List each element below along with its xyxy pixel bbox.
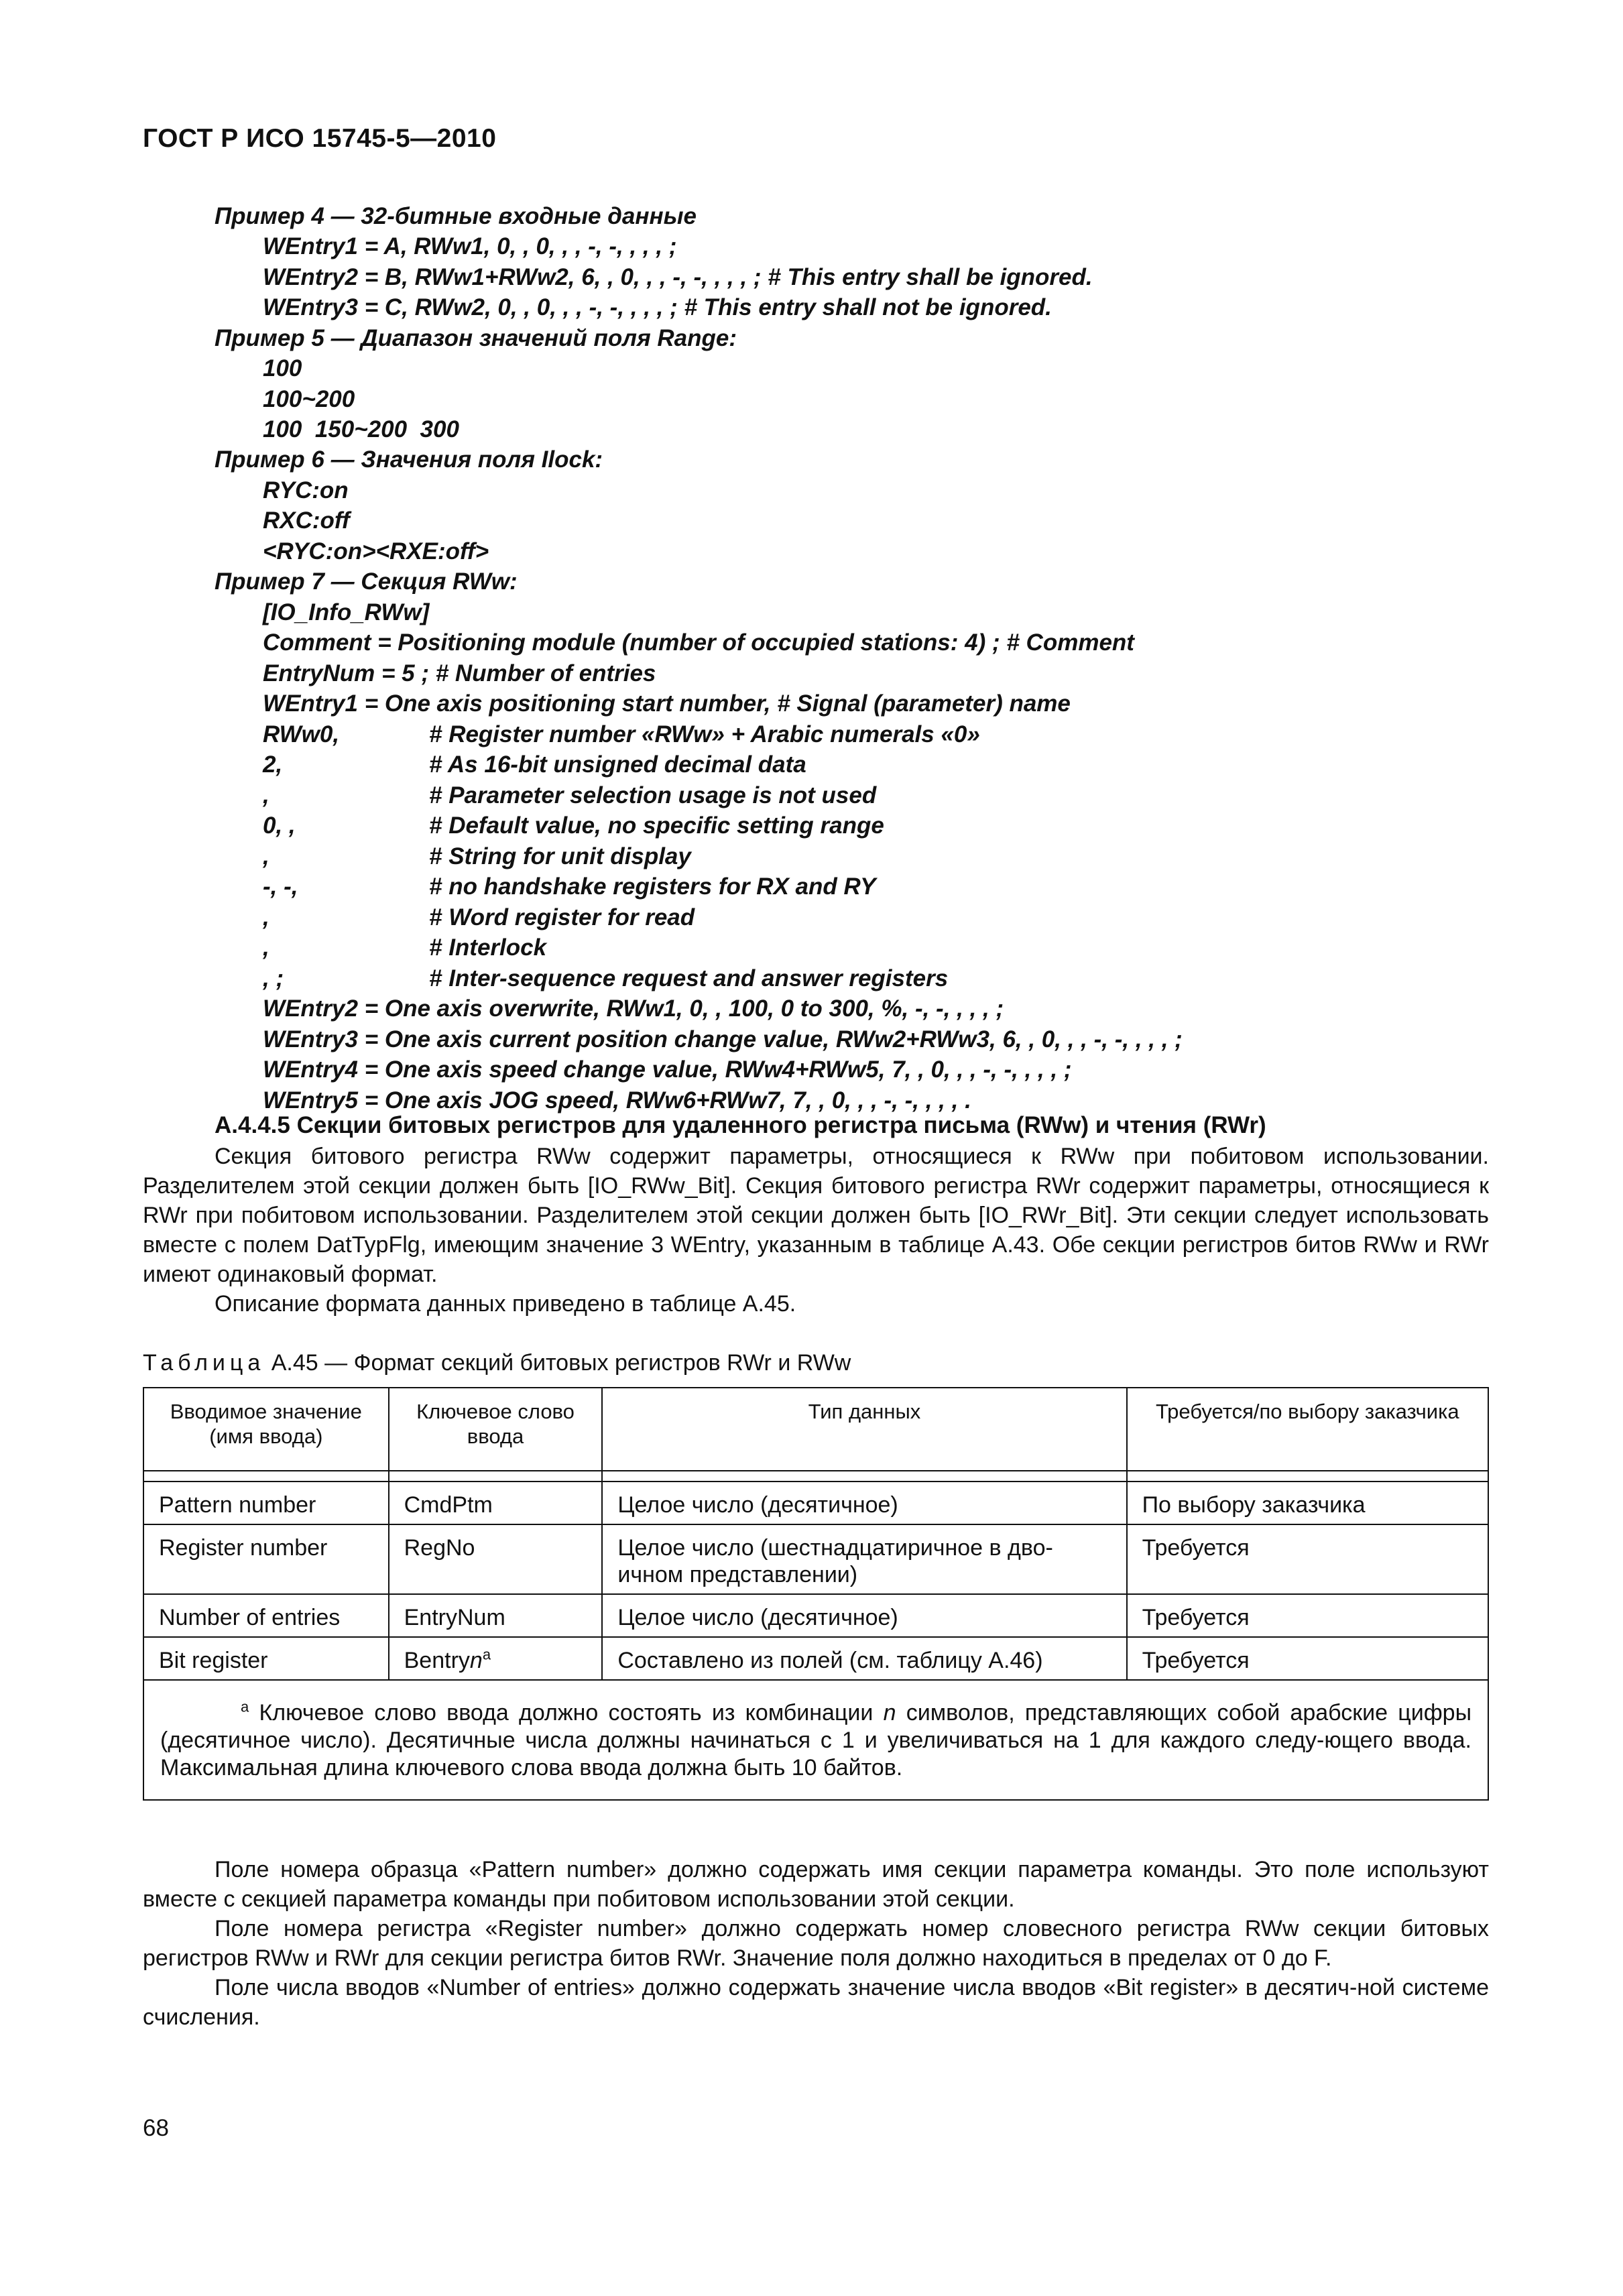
field-value: 0, , [263,812,296,839]
paragraph: Секция битового регистра RWw содержит параметры, относящиеся к RWw при побитовом использовании. Разделителем этой секции должен быть [IO_RWw_Bit]. Секция битового регистра RWr содержит параметры, относящиеся к RWr при побитовом использовании. Разделителем этой секции должен быть [IO_RWr_Bit]. Эти секции следует использовать вместе с полем DatTypFlg, имеющим значение 3 WEntry, указанным в таблице A.43. Обе секции регистров битов RWw и RWr имеют одинаковый формат. [143,1144,1489,1287]
code-line: WEntry2 = One axis overwrite, RWw1, 0, , 100, 0 to 300, %, -, -, , , , ; [263,995,1004,1022]
code-line: WEntry3 = C, RWw2, 0, , 0, , , -, -, , , , ; # This entry shall not be ignored. [263,294,1052,320]
page-number: 68 [143,2115,169,2141]
table-cell: Требуется [1127,1637,1488,1680]
example-5-title: Пример 5 — Диапазон значений поля Range: [215,325,737,351]
field-value: , [263,934,269,961]
field-line [263,749,806,780]
table-cell-keyword [389,1637,603,1680]
table-cell: Pattern number [143,1482,389,1524]
field-line [263,810,884,841]
paragraph: Поле числа вводов «Number of entries» должно содержать значение числа вводов «Bit register» в десятич-ной системе счисления. [143,1975,1489,2030]
code-line: WEntry4 = One axis speed change value, RWw4+RWw5, 7, , 0, , , -, -, , , , ; [263,1056,1072,1083]
paragraph: Поле номера образца «Pattern number» должно содержать имя секции параметра команды. Это поле используют вместе с секцией параметра команды при побитовом использовании этой секции. [143,1857,1489,1912]
field-comment: # Parameter selection usage is not used [429,782,877,808]
column-header: Ключевое слово ввода [389,1388,603,1471]
field-comment: # Word register for read [429,904,695,930]
format-table [143,1387,1489,1801]
field-comment: # no handshake registers for RX and RY [429,873,876,900]
table-row [143,1482,1488,1524]
field-line [263,841,691,871]
table-cell: EntryNum [389,1594,603,1637]
field-line [263,963,949,993]
code-line: WEntry1 = A, RWw1, 0, , 0, , , -, -, , , , ; [263,233,677,259]
field-value: , [263,843,269,869]
table-caption-text: A.45 — Формат секций битовых регистров RWr и RWw [265,1350,851,1376]
table-cell: Требуется [1127,1524,1488,1594]
table-cell: Целое число (десятичное) [602,1594,1126,1637]
table-footnote [143,1680,1488,1800]
table-row [143,1524,1488,1594]
table-caption [143,1350,851,1376]
code-line: [IO_Info_RWw] [263,599,430,625]
table-footnote-row [143,1680,1488,1800]
code-line: 100~200 [263,386,355,412]
section-heading: A.4.4.5 Секции битовых регистров для удаленного регистра письма (RWw) и чтения (RWr) [215,1112,1266,1138]
table-spacer-row [143,1471,1488,1482]
field-comment: # Inter-sequence request and answer registers [429,965,949,991]
field-comment: # Interlock [429,934,547,961]
code-line: WEntry5 = One axis JOG speed, RWw6+RWw7, 7, , 0, , , -, -, , , , . [263,1087,971,1113]
code-line: WEntry3 = One axis current position change value, RWw2+RWw3, 6, , 0, , , -, -, , , , ; [263,1026,1183,1052]
footnote-text [160,1699,1471,1782]
paragraph: Поле номера регистра «Register number» должно содержать номер словесного регистра RWw секции битовых регистров RWw и RWr для секции регистра битов RWr. Значение поля должно находиться в пределах от 0 до F. [143,1916,1489,1971]
example-6-title: Пример 6 — Значения поля Ilock: [215,446,603,473]
column-header: Тип данных [602,1388,1126,1471]
paragraph: Описание формата данных приведено в таблице A.45. [215,1291,796,1317]
code-line: WEntry2 = B, RWw1+RWw2, 6, , 0, , , -, -, , , , ; # This entry shall be ignored. [263,264,1093,290]
keyword-italic: n [469,1648,483,1673]
table-cell: Number of entries [143,1594,389,1637]
after-table-text [143,1855,1489,2032]
table-cell: Требуется [1127,1594,1488,1637]
code-line: 100 150~200 300 [263,416,459,442]
code-line: EntryNum = 5 ; # Number of entries [263,660,656,686]
field-line [263,719,980,749]
table-cell: Целое число (шестнадцатиричное в дво-ичном представлении) [602,1524,1126,1594]
field-line [263,932,547,963]
code-line: Comment = Positioning module (number of occupied stations: 4) ; # Comment [263,629,1134,656]
code-line: <RYC:on><RXE:off> [263,538,489,564]
footnote-italic: n [883,1700,896,1726]
field-value: , [263,904,269,930]
table-cell: Bit register [143,1637,389,1680]
table-cell: Register number [143,1524,389,1594]
table-cell: RegNo [389,1524,603,1594]
footnote-ref: a [482,1646,491,1663]
code-line: RXC:off [263,507,350,534]
keyword-text: Bentry [404,1648,470,1673]
code-line: 100 [263,355,302,381]
footnote-part: символов, представляющих собой арабские цифры (десятичное число). Десятичные числа должны начинаться с 1 и увеличиваться на 1 для каждого следу-ющего ввода. Максимальная длина ключевого слова ввода должна быть 10 байтов. [160,1700,1472,1780]
field-comment: # Register number «RWw» + Arabic numerals «0» [429,721,980,747]
code-line: WEntry1 = One axis positioning start number, # Signal (parameter) name [263,690,1071,717]
table-cell: По выбору заказчика [1127,1482,1488,1524]
field-line [263,780,877,810]
table-cell: Целое число (десятичное) [602,1482,1126,1524]
column-header: Требуется/по выбору заказчика [1127,1388,1488,1471]
table-row [143,1594,1488,1637]
table-header-row [143,1388,1488,1471]
field-value: -, -, [263,873,298,900]
table-caption-label: Таблица [143,1350,265,1376]
section-text [143,1142,1489,1319]
footnote-mark: a [241,1698,249,1715]
table-row [143,1637,1488,1680]
footnote-part: Ключевое слово ввода должно состоять из комбинации [249,1700,884,1726]
example-4-title: Пример 4 — 32-битные входные данные [215,203,697,229]
field-value: , [263,782,269,808]
example-7-title: Пример 7 — Секция RWw: [215,568,518,595]
table-cell: CmdPtm [389,1482,603,1524]
code-line: RYC:on [263,477,349,503]
field-value: RWw0, [263,721,340,747]
field-comment: # Default value, no specific setting range [429,812,884,839]
field-comment: # String for unit display [429,843,691,869]
field-comment: # As 16-bit unsigned decimal data [429,751,806,778]
field-line [263,871,876,902]
field-line [263,902,695,932]
field-value: 2, [263,751,283,778]
field-value: , ; [263,965,284,991]
document-header: ГОСТ Р ИСО 15745-5—2010 [143,124,497,153]
table-cell: Составлено из полей (см. таблицу A.46) [602,1637,1126,1680]
column-header: Вводимое значение (имя ввода) [143,1388,389,1471]
